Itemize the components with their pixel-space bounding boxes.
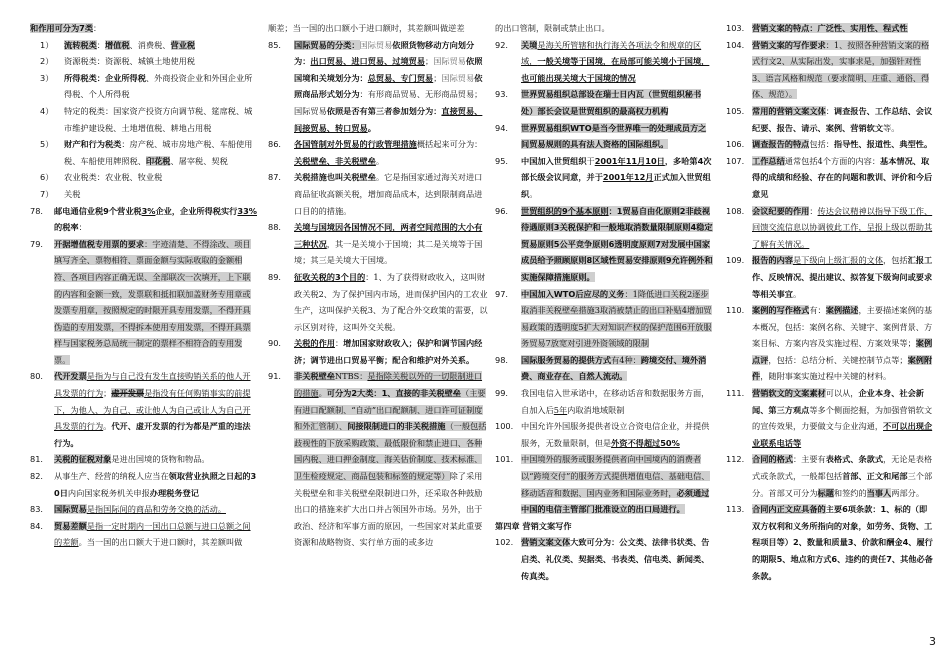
entry-text: 报告的内容是下级向上级汇报的文体，包括汇报工作、反映情况、提出建议、拟答复下级询问或要求等相关事宜。: [752, 255, 933, 299]
sub-list-item: [30, 103, 258, 136]
entry-text: 的出口管制，限制或禁止出口。: [495, 23, 610, 33]
entry-number: 92.: [495, 39, 509, 50]
entry-text: 关税的作用：增加国家财政收入；保护和调节国内经济；调节进出口贸易平衡；配合和维护对外关系。: [294, 338, 483, 365]
column-3: [495, 20, 713, 584]
numbered-entry: [495, 534, 713, 584]
entry-text: 从事生产、经营的纳税人应当在领取营业执照之日起的30日内向国家税务机关申报办理税务登记: [54, 471, 257, 498]
numbered-entry: [268, 269, 488, 335]
entry-number: 2）: [40, 56, 54, 67]
entry-number: 6）: [40, 172, 54, 183]
entry-text: 会议纪要的作用：传达会议精神以指导下级工作、回馈交流信息以协调彼此工作，呈报上级以帮助其了解有关情况。: [752, 205, 933, 249]
column-2: [268, 20, 488, 551]
entry-number: 111.: [726, 388, 745, 399]
entry-text: 资源税类：资源税、城镇土地使用税: [64, 56, 196, 67]
entry-text: 营销软文的文案素材可以从，企业本身、社会新闻、第三方观点等多个侧面挖掘，为加强营销软文的宣传效果，力要做文与企业沟通，不可以出现企业联系电话等: [752, 388, 933, 448]
entry-text: 贸易差额是指一定时期内一国出口总额与进口总额之间的差额。当一国的出口额大于进口额时，其差额叫做: [54, 520, 251, 548]
entry-number: 103.: [726, 23, 745, 33]
entry-number: 90.: [268, 338, 282, 349]
column-4: [726, 20, 934, 584]
numbered-entry: [726, 136, 934, 153]
entry-text: 流转税类：增值税、消费税、营业税: [64, 39, 196, 50]
continued-text: [268, 20, 488, 37]
entry-text: 世界贸易组织总部设在瑞士日内瓦（世贸组织秘书处）部长会议是世贸组织的最高权力机构: [521, 89, 702, 116]
sub-list-item: [30, 169, 258, 186]
entry-number: 4）: [40, 105, 54, 116]
entry-number: 101.: [495, 454, 514, 465]
entry-number: 87.: [268, 172, 282, 183]
numbered-entry: [495, 451, 713, 517]
section-heading: 第四章 营销文案写作: [495, 520, 572, 531]
entry-number: 112.: [726, 454, 745, 465]
entry-text: 开据增值税专用票的要求：字迹清楚、不得涂改、项目填写齐全、票物相符、票面金额与实际收取的金额相符、各项目内容正确无误、全部联次一次填开，上下联的内容和金额一致，发票联和抵扣联加盖财务专用章或发票专用章，按照规定的时限开具专用发票，不得开具伪造的专用发票，不得拆本使用专用发票，不得开具票样与国家税务总局统一制定的票样不相符合的专用发票。: [54, 238, 251, 365]
entry-number: 84.: [30, 520, 44, 531]
entry-text: 中国加入WTO后应尽的义务：1降低进口关税2逐步取消非关税壁垒措施3取消被禁止的出口补贴4增加贸易政策的透明度5扩大对知识产权的保护范围6开放服务贸易7放宽对引进外资领域的限制: [521, 288, 712, 349]
entry-text: 关税措施也叫关税壁垒。它是指国家通过海关对进口商品征收高额关税，增加商品成本，达到限制商品进口目的的措施。: [294, 172, 483, 216]
entry-number: 1）: [40, 39, 54, 50]
entry-number: 98.: [495, 354, 509, 365]
sub-list-item: [30, 136, 258, 169]
numbered-entry: [726, 37, 934, 103]
entry-number: 85.: [268, 39, 282, 50]
entry-text: 关税的征税对象是进出国境的货物和物品。: [54, 454, 210, 465]
entry-number: 80.: [30, 371, 44, 382]
entry-text: 营销文案的特点：广泛性、实用性、程式性: [752, 23, 908, 33]
entry-text: 合同的格式：主要有表格式、条款式，无论是表格式或条款式，一般都包括首部、正文和尾部三个部分。首部又可分为标题和签约的当事人两部分。: [752, 454, 933, 498]
entry-text: 世界贸易组织WTO是当今世界唯一的处理成员方之间贸易规则的具有法人资格的国际组织。: [521, 122, 707, 150]
entry-number: 3）: [40, 72, 54, 83]
numbered-entry: [495, 120, 713, 153]
numbered-entry: [30, 468, 258, 501]
entry-text: 中国境外的服务或服务提供者向中国境内的消费者以“跨境交付”的服务方式提供增值电信、基础电信、移动话音和数据、国内业务和国际业务时，必须通过中国的电信主管部门批准设立的出口局进行。: [521, 454, 710, 515]
numbered-entry: [726, 385, 934, 451]
entry-number: 7）: [40, 188, 54, 199]
entry-number: 94.: [495, 122, 509, 133]
entry-text: 农业税类：农业税、牧业税: [64, 172, 163, 183]
numbered-entry: [268, 335, 488, 368]
entry-number: 82.: [30, 471, 44, 482]
continued-text: [495, 20, 713, 37]
entry-text: 国际贸易是指国际间的商品和劳务交换的活动。: [54, 504, 226, 515]
entry-number: 99.: [495, 388, 509, 399]
entry-text: 营销文案的写作要求：1、按照各种营销文案的格式行文2、从实际出发，实事求是，加强针对性3、语言风格和规范（要求简明、庄重、通俗、得体、规范）。: [752, 39, 930, 100]
entry-number: 89.: [268, 271, 282, 282]
column-1: [30, 20, 258, 551]
entry-number: 97.: [495, 288, 509, 299]
numbered-entry: [30, 368, 258, 451]
numbered-entry: [495, 286, 713, 352]
numbered-entry: [495, 86, 713, 119]
numbered-entry: [268, 219, 488, 269]
entry-number: 93.: [495, 89, 509, 100]
entry-number: 5）: [40, 139, 54, 150]
numbered-entry: [495, 418, 713, 451]
entry-text: 关境是海关所管辖和执行海关各项法令和规章的区域，一般关境等于国境，在局部可能关境小于国境，也可能出现关境大于国境的情况: [521, 39, 710, 83]
entry-text: 国际服务贸易的提供方式有4种：跨境交付、境外消费、商业存在、自然人流动。: [521, 354, 707, 382]
numbered-entry: [268, 37, 488, 137]
numbered-entry: [495, 203, 713, 286]
entry-number: 86.: [268, 139, 282, 150]
entry-number: 78.: [30, 205, 44, 216]
entry-text: 代开发票是指为与自己没有发生直接购销关系的他人开具发票的行为；虚开发票是指没有任何购销事实的前提下，为他人、为自己、或让他人为自己或让人为自己开具发票的行为。代开、虚开发票的行为都是严重的违法行为。: [54, 371, 251, 448]
entry-text: 合同内正文应具备的主要6项条款：1、标的（即双方权利和义务所指向的对象，如劳务、货物、工程项目等）2、数量和质量3、价款和酬金4、履行的期限5、地点和方式6、违约的责任7、其他必备条款。: [752, 504, 933, 581]
entry-text: 财产和行为税类：房产税、城市房地产税、车船使用税、车船使用牌照税、印花税、屠宰税、契税: [64, 139, 253, 166]
entry-text: 邮电通信业税9个营业税3%企业，企业所得税实行33%的税率：: [54, 205, 257, 233]
entry-text: 所得税类：企业所得税、外商投资企业和外国企业所得税、个人所得税: [64, 72, 253, 100]
sub-list-item: [30, 37, 258, 54]
entry-number: 105.: [726, 105, 745, 116]
entry-number: 108.: [726, 205, 745, 216]
entry-text: 和作用可分为7类：: [30, 23, 102, 33]
numbered-entry: [726, 302, 934, 385]
numbered-entry: [495, 385, 713, 418]
numbered-entry: [268, 368, 488, 551]
entry-text: 常用的营销文案文体：调查报告、工作总结、会议纪要、报告、请示、案例、营销软文等。: [752, 105, 933, 133]
entry-number: 83.: [30, 504, 44, 515]
entry-number: 96.: [495, 205, 509, 216]
entry-text: 中国加入世贸组织于2001年11月10日，多哈第4次部长级会议同意，并于2001年12月正式加入世贸组织。: [521, 155, 712, 199]
numbered-entry: [30, 236, 258, 369]
numbered-entry: [30, 518, 258, 551]
numbered-entry: [495, 352, 713, 385]
continued-text: [30, 20, 258, 37]
entry-text: 工作总结通常包括4个方面的内容：基本情况、取得的成绩和经验、存在的问题和教训、评价和今后意见: [752, 155, 933, 199]
entry-number: 91.: [268, 371, 282, 382]
numbered-entry: [30, 501, 258, 518]
entry-text: 特定的税类：国家资产投资方向调节税、筵席税、城市维护建设税、土地增值税、耕地占用税: [64, 105, 253, 133]
numbered-entry: [30, 203, 258, 236]
page-number: 3: [929, 635, 936, 648]
numbered-entry: [495, 153, 713, 203]
entry-text: 非关税壁垒NTBS：是指除关税以外的一切限制进口的措施。可分为2大类：1、直接的非关税壁垒（主要有进口配额制、“自动”出口配额制、进口许可证制度和外汇管制）、间接限制进口的非关税措施（一般包括歧视性的下放采购政策、最低限价和禁止进口、各种国内税、进口押金制度、海关估价制度、技术标准、卫生检疫规定、商品包装和标签的规定等）除了采用关税壁垒和非关税壁垒限制进口外，还采取各种鼓励出口的措施来扩大出口并占领国外市场。另外，出于政治、经济和军事方面的原因，一些国家对某此重要资源和战略物资、实行单方面的或多边: [294, 371, 487, 548]
entry-text: 案例的写作格式有：案例描述，主要描述案例的基本概况，包括：案例名称、关键字、案例背景、方案目标、方案内容及实施过程、方案效果等；案例点评，包括：总结分析、关键控制节点等；案例附件，随附事案实施过程中关键的材料。: [752, 305, 933, 382]
entry-text: 国际贸易的分类：国际贸易依照货物移动方向划分为：出口贸易、进口贸易、过境贸易；国际贸易依照国境和关境划分为：总贸易、专门贸易；国际贸易依照商品形式划分为：有形商品贸易、无形商品贸易；国际贸易依照是否有第三者参加划分为：直接贸易、间接贸易、转口贸易。: [294, 39, 483, 133]
sub-list-item: [30, 70, 258, 103]
numbered-entry: [726, 501, 934, 584]
numbered-entry: [268, 136, 488, 169]
entry-text: 顺差；当一国的出口额小于进口额时，其差额叫做逆差: [268, 23, 465, 33]
entry-text: 我国电信入世承诺中，在移动话音和数据服务方面，自加入后5年内取消地域限制: [521, 388, 710, 415]
entry-number: 110.: [726, 305, 745, 316]
entry-text: 调查报告的特点包括：指导性、报道性、典型性。: [752, 139, 933, 150]
numbered-entry: [726, 451, 934, 501]
entry-text: 关境与国境因各国情况不同，两者空间范围的大小有三种状况，其一是关境小于国境；其二是关境等于国境；其三是关境大于国境。: [294, 222, 483, 266]
numbered-entry: [726, 103, 934, 136]
entry-number: 81.: [30, 454, 44, 465]
numbered-entry: [268, 169, 488, 219]
entry-number: 104.: [726, 39, 745, 50]
numbered-entry: [726, 20, 934, 37]
entry-number: 109.: [726, 255, 745, 266]
entry-number: 79.: [30, 238, 44, 249]
entry-number: 106.: [726, 139, 745, 150]
numbered-entry: [726, 252, 934, 302]
numbered-entry: [495, 37, 713, 87]
entry-text: 世贸组织的9个基本原则：1贸易自由化原则2非歧视待遇原则3关税保护和一般地取消数量限制原则4稳定贸易原则5公平竞争原则6透明度原则7对发展中国家成员给予照顾原则8区域性贸易安排原则9允许例外和实施保障措施原则。: [521, 205, 713, 282]
sub-list-item: [30, 53, 258, 70]
entry-text: 中国允许外国服务提供者设立合资电信企业，并提供服务，无数量限制，但是外资不得超过50%: [521, 421, 710, 448]
entry-number: 102.: [495, 537, 514, 548]
numbered-entry: [726, 153, 934, 203]
entry-text: 关税: [64, 188, 81, 199]
entry-number: 95.: [495, 155, 509, 166]
sub-list-item: [30, 186, 258, 203]
numbered-entry: [726, 203, 934, 253]
entry-text: 征收关税的3个目的：1、为了获得财政收入，这叫财政关税2、为了保护国内市场，进而保护国内的工农业生产，这叫保护关税3、为了配合外交政策的需要，以示区别对待，这叫外交关税。: [294, 271, 488, 332]
numbered-entry: [30, 451, 258, 468]
entry-text: 各国管制对外贸易的行政管理措施概括起来可分为：关税壁垒、非关税壁垒。: [294, 139, 483, 166]
entry-number: 88.: [268, 222, 282, 233]
entry-number: 100.: [495, 421, 514, 432]
entry-text: 营销文案文体大致可分为：公文类、法律书状类、告启类、礼仪类、契据类、书表类、信电类、新闻类、传真类。: [521, 537, 710, 581]
entry-number: 107.: [726, 155, 745, 166]
entry-number: 113.: [726, 504, 745, 515]
